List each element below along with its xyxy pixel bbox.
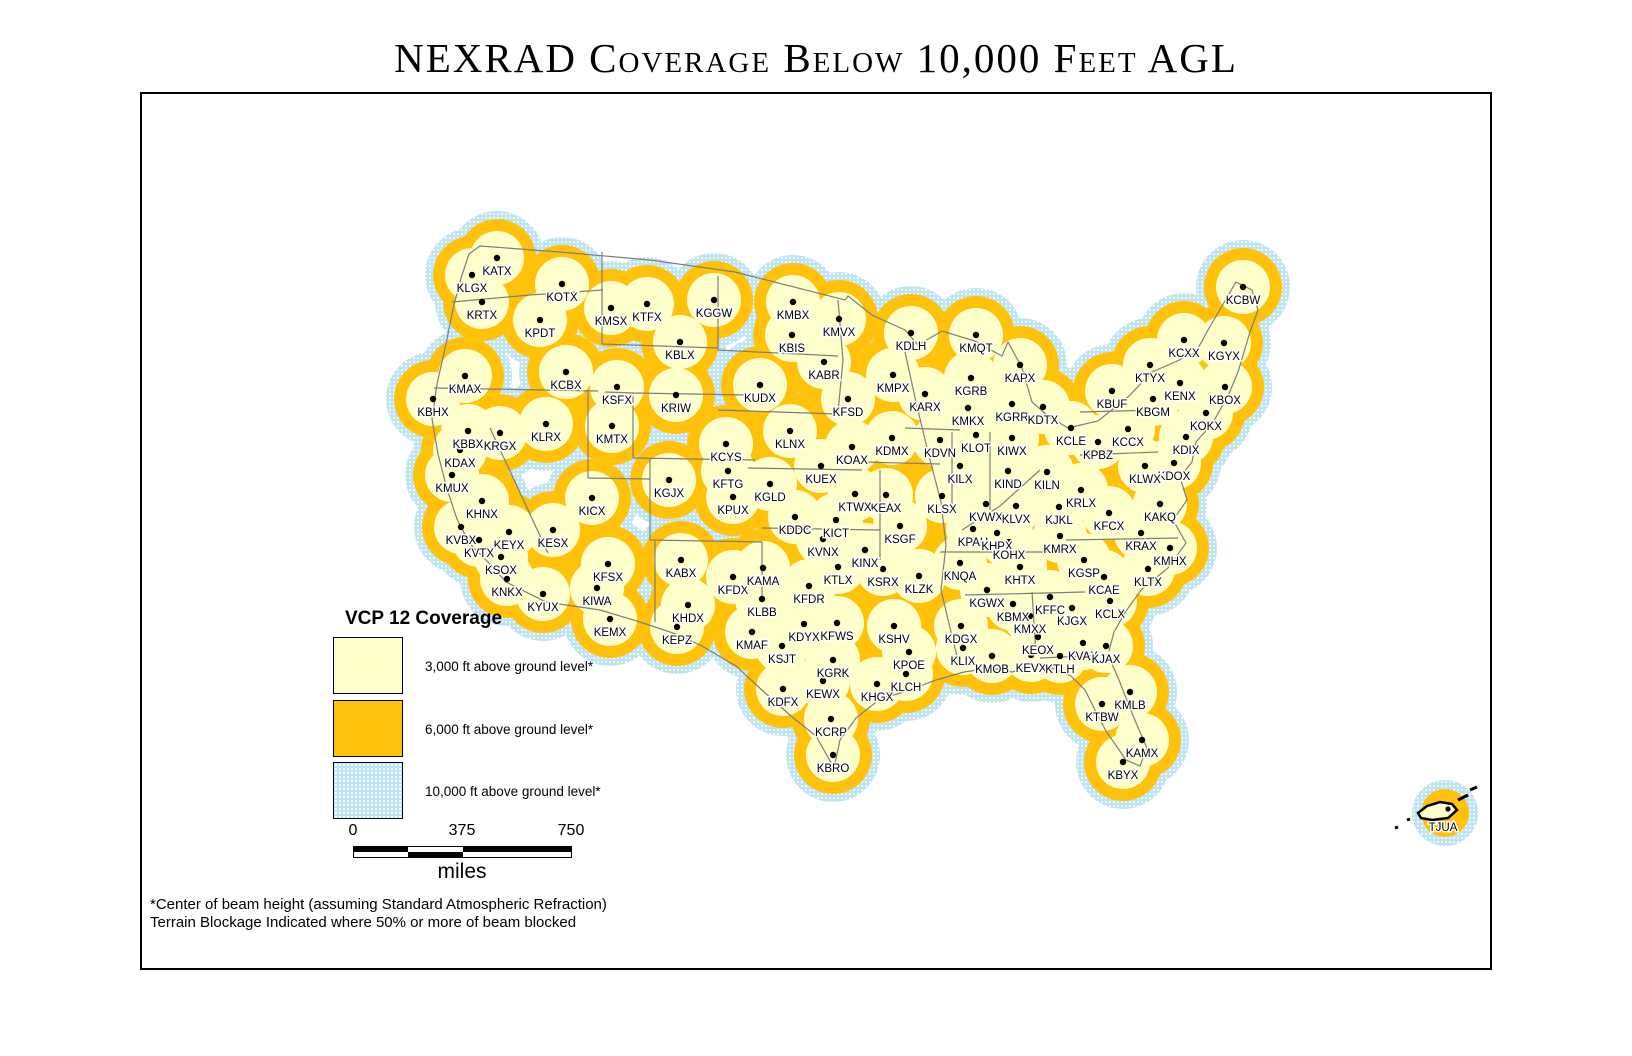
station-label-KMQT: KMQT [959,343,993,355]
station-label-KAMX: KAMX [1125,748,1159,760]
station-dot-KCCX [1125,426,1131,432]
station-label-KUDX: KUDX [744,393,776,405]
station-dot-KPDT [537,317,543,323]
station-label-KLGX: KLGX [456,283,488,295]
station-label-KCAE: KCAE [1088,585,1120,597]
puerto-rico-inset [1395,780,1478,846]
station-label-KMOB: KMOB [975,664,1009,676]
station-label-KBUF: KBUF [1096,399,1128,411]
scale-segment [463,852,572,857]
station-dot-KMPX [890,372,896,378]
station-dot-KBBX [465,428,471,434]
station-label-KSOX: KSOX [485,565,517,577]
station-label-KMHX: KMHX [1153,556,1187,568]
scale-bar-row-bottom [354,852,571,857]
station-label-KPUX: KPUX [717,505,749,517]
station-label-KMAF: KMAF [736,640,768,652]
station-dot-KTBW [1099,701,1105,707]
station-dot-KDVN [937,437,943,443]
scale-segment [408,852,462,857]
station-dot-KRAX [1138,530,1144,536]
station-label-KOKX: KOKX [1190,421,1222,433]
station-dot-KGRK [830,657,836,663]
station-dot-KLRX [543,421,549,427]
station-dot-KSOX [498,554,504,560]
station-label-KIWA: KIWA [582,596,612,608]
station-dot-KSGF [897,523,903,529]
station-label-KLBB: KLBB [747,607,777,619]
station-label-KEMX: KEMX [593,627,627,639]
station-label-KVBX: KVBX [445,535,477,547]
station-label-KTLX: KTLX [823,575,853,587]
legend-label-3000ft: 3,000 ft above ground level* [425,659,594,674]
station-dot-KOKX [1203,410,1209,416]
station-label-KABR: KABR [808,370,840,382]
station-label-KFFC: KFFC [1034,605,1066,617]
station-label-KDFX: KDFX [767,697,799,709]
station-dot-KAPX [1017,362,1023,368]
station-dot-KRIW [673,392,679,398]
station-dot-KMOB [989,653,995,659]
page-title: NEXRAD Coverage Below 10,000 Feet AGL [394,35,1238,81]
station-label-KJGX: KJGX [1056,616,1088,628]
station-label-KBRO: KBRO [816,763,850,775]
station-label-KICX: KICX [578,506,606,518]
station-label-KGGW: KGGW [695,308,733,320]
station-dot-KMRX [1057,533,1063,539]
station-dot-KESX [550,527,556,533]
station-label-KDAX: KDAX [444,458,476,470]
scale-tick-750: 750 [557,822,585,839]
station-dot-KVWX [983,501,989,507]
station-dot-KIND [1005,468,1011,474]
station-dot-KLTX [1145,566,1151,572]
station-label-KRGX: KRGX [483,441,517,453]
station-label-KYUX: KYUX [527,602,559,614]
station-label-KBHX: KBHX [417,407,449,419]
station-dot-KNQA [957,560,963,566]
station-label-KLVX: KLVX [1001,514,1031,526]
station-label-KPDT: KPDT [524,328,556,340]
station-label-KDLH: KDLH [895,341,927,353]
station-dot-KHGX [874,681,880,687]
station-label-KSHV: KSHV [878,634,910,646]
station-dot-KRLX [1078,487,1084,493]
station-dot-KTWX [852,491,858,497]
station-label-KEYX: KEYX [493,540,525,552]
footnote-line-1: *Center of beam height (assuming Standard Atmospheric Refraction) [150,896,607,913]
station-dot-KDDC [792,514,798,520]
station-dot-KOAX [849,444,855,450]
station-dot-KMUX [449,472,455,478]
station-label-KCBX: KCBX [550,380,582,392]
station-label-KRTX: KRTX [466,310,498,322]
station-label-KGSP: KGSP [1068,568,1100,580]
station-dot-KBRO [830,752,836,758]
station-dot-KABR [821,359,827,365]
station-label-KFDR: KFDR [793,594,825,606]
station-dot-KMQT [973,332,979,338]
station-dot-KYUX [540,591,546,597]
station-label-KGJX: KGJX [653,488,685,500]
station-label-KOAX: KOAX [836,455,868,467]
station-label-KNQA: KNQA [943,571,977,583]
station-dot-KJAX [1103,643,1109,649]
station-label-KBMX: KBMX [996,612,1030,624]
station-label-KDIX: KDIX [1172,445,1200,457]
station-dot-KLOT [973,432,979,438]
station-label-KRIW: KRIW [660,403,692,415]
station-label-KARX: KARX [909,402,941,414]
station-dot-KMAF [749,629,755,635]
station-label-KMBX: KMBX [776,310,810,322]
station-dot-KRTX [479,299,485,305]
station-label-KFSX: KFSX [592,572,624,584]
station-dot-KDTX [1040,404,1046,410]
station-label-KHDX: KHDX [672,613,704,625]
station-label-KGYX: KGYX [1208,351,1240,363]
legend-swatch-3000ft [333,637,403,694]
station-label-KGWX: KGWX [969,598,1005,610]
station-dot-KTFX [644,301,650,307]
station-label-KCRP: KCRP [815,727,847,739]
station-dot-KLSX [939,493,945,499]
station-dot-KVBX [458,524,464,530]
station-label-KINX: KINX [851,558,879,570]
station-label-KEOX: KEOX [1022,645,1054,657]
station-label-KGLD: KGLD [754,492,786,504]
station-dot-KBLX [677,339,683,345]
station-label-KBGM: KBGM [1136,407,1170,419]
station-label-KNKX: KNKX [491,587,523,599]
station-dot-KINX [862,547,868,553]
station-dot-KLZK [916,573,922,579]
station-label-KJAX: KJAX [1091,654,1121,666]
station-dot-KFTG [725,468,731,474]
footnote-line-2: Terrain Blockage Indicated where 50% or more of beam blocked [150,914,577,931]
station-label-KMAX: KMAX [448,384,482,396]
station-dot-KRGX [497,430,503,436]
station-dot-KJKL [1056,504,1062,510]
station-label-KUEX: KUEX [805,474,837,486]
station-label-KCBW: KCBW [1225,295,1261,307]
station-label-KMSX: KMSX [594,316,628,328]
station-label-KSJT: KSJT [767,654,797,666]
station-label-KMLB: KMLB [1114,700,1146,712]
station-dot-KTLH [1057,653,1063,659]
station-label-KDGX: KDGX [944,634,978,646]
station-label-KPAH: KPAH [957,537,989,549]
station-label-KTBW: KTBW [1085,712,1119,724]
station-label-KDVN: KDVN [924,448,956,460]
station-dot-KFDX [730,574,736,580]
station-dot-KAMX [1139,737,1145,743]
station-dot-KHTX [1017,564,1023,570]
station-label-KSGF: KSGF [884,534,916,546]
station-label-KGRR: KGRR [995,412,1029,424]
station-label-KCLX: KCLX [1094,609,1126,621]
station-dot-KAKQ [1157,501,1163,507]
station-dot-KFWS [834,620,840,626]
scale-bar [353,846,572,858]
station-dot-KEAX [883,492,889,498]
station-dot-KGGW [711,297,717,303]
station-dot-KTYX [1147,362,1153,368]
station-dot-KARX [922,391,928,397]
station-dot-KPBZ [1095,439,1101,445]
scale-unit-label: miles [437,860,487,883]
station-dot-KMAX [462,373,468,379]
station-label-KTYX: KTYX [1134,373,1166,385]
station-label-KILX: KILX [947,474,973,486]
station-dot-KSJT [779,643,785,649]
station-label-KFTG: KFTG [712,479,744,491]
station-dot-KDMX [889,435,895,441]
scale-tick-375: 375 [448,822,476,839]
station-label-KTLH: KTLH [1045,664,1075,676]
station-label-KVNX: KVNX [807,547,839,559]
station-dot-TJUA [1445,806,1450,811]
station-dot-KDYX [801,621,807,627]
station-dot-KGJX [666,477,672,483]
scale-segment [354,852,408,857]
station-dot-KGRB [968,375,974,381]
station-dot-KDIX [1183,434,1189,440]
station-label-KMVX: KMVX [822,327,856,339]
station-label-KLIX: KLIX [950,656,976,668]
station-label-KVTX: KVTX [463,548,495,560]
station-label-KDDC: KDDC [778,525,812,537]
station-dot-KFSX [605,561,611,567]
station-label-TJUA: TJUA [1428,822,1458,834]
station-label-KLNX: KLNX [774,439,806,451]
station-label-KDMX: KDMX [875,446,909,458]
station-label-KMPX: KMPX [876,383,910,395]
station-label-KLSX: KLSX [927,504,957,516]
station-label-KEAX: KEAX [870,503,902,515]
station-label-KFWS: KFWS [820,631,854,643]
station-label-KCLE: KCLE [1055,436,1087,448]
station-label-KJKL: KJKL [1045,515,1073,527]
station-dot-KBOX [1222,384,1228,390]
station-label-KENX: KENX [1164,391,1196,403]
station-label-KCCX: KCCX [1112,437,1144,449]
station-dot-KGLD [767,481,773,487]
scale-tick-0: 0 [348,822,358,839]
station-label-KBOX: KBOX [1209,395,1241,407]
station-label-KOTX: KOTX [546,292,578,304]
station-label-KTWX: KTWX [838,502,872,514]
station-label-KLWX: KLWX [1129,474,1161,486]
station-dot-KOTX [559,281,565,287]
station-label-KABX: KABX [665,568,697,580]
station-dot-KHNX [479,498,485,504]
station-dot-KAMA [760,565,766,571]
station-label-KBIS: KBIS [778,343,806,355]
station-label-KCXX: KCXX [1168,348,1200,360]
station-dot-KLNX [787,428,793,434]
station-label-KFCX: KFCX [1093,521,1125,533]
station-dot-KCLE [1068,425,1074,431]
station-dot-KFCX [1106,510,1112,516]
station-label-KIND: KIND [994,479,1022,491]
station-dot-KILX [957,463,963,469]
station-label-KAKQ: KAKQ [1144,512,1176,524]
station-label-KRLX: KRLX [1065,498,1097,510]
station-dot-KCLX [1107,598,1113,604]
station-label-KHGX: KHGX [860,692,894,704]
station-dot-KPUX [730,494,736,500]
station-label-KMTX: KMTX [596,434,628,446]
station-label-KDOX: KDOX [1157,471,1191,483]
station-label-KEPZ: KEPZ [661,635,693,647]
station-label-KFDX: KFDX [717,585,749,597]
station-label-KMKX: KMKX [951,416,985,428]
station-label-KTFX: KTFX [632,312,662,324]
station-label-KLCH: KLCH [890,682,922,694]
station-dot-KUDX [757,382,763,388]
station-label-KHNX: KHNX [466,509,498,521]
station-dot-KFSD [845,396,851,402]
station-label-KESX: KESX [537,538,569,550]
station-label-KILN: KILN [1034,480,1060,492]
station-dot-KBHX [430,396,436,402]
station-dot-KSRX [880,566,886,572]
station-dot-KVAX [1080,640,1086,646]
station-dot-KGSP [1081,557,1087,563]
station-label-KVAX: KVAX [1068,651,1098,663]
station-label-KAMA: KAMA [746,576,780,588]
station-dot-KPOE [906,649,912,655]
station-label-KDTX: KDTX [1027,415,1059,427]
legend-swatch-10000ft [333,762,403,819]
station-dot-KLGX [469,272,475,278]
station-label-KVWX: KVWX [969,512,1003,524]
station-dot-KVTX [476,537,482,543]
station-label-KMXX: KMXX [1013,624,1047,636]
station-dot-KGYX [1221,340,1227,346]
station-label-KBBX: KBBX [452,439,484,451]
station-dot-KCRP [828,716,834,722]
station-dot-KFFC [1047,594,1053,600]
station-label-KCYS: KCYS [710,452,742,464]
station-dot-KCAE [1101,574,1107,580]
station-dot-KDOX [1171,460,1177,466]
station-dot-KJGX [1069,605,1075,611]
station-dot-KMSX [608,305,614,311]
station-label-KLTX: KLTX [1134,577,1162,589]
station-label-KHPX: KHPX [981,541,1013,553]
station-label-KIWX: KIWX [997,446,1027,458]
legend-swatch-6000ft [333,700,403,757]
station-label-KLOT: KLOT [960,443,992,455]
station-label-KBLX: KBLX [665,350,695,362]
station-label-KMRX: KMRX [1043,544,1077,556]
station-dot-KLBB [759,596,765,602]
station-dot-KDGX [958,623,964,629]
station-label-KEWX: KEWX [806,689,840,701]
station-label-KFSD: KFSD [832,407,864,419]
station-dot-KCBW [1240,284,1246,290]
station-label-KAPX: KAPX [1004,373,1036,385]
station-label-KPBZ: KPBZ [1082,450,1114,462]
station-dot-KMTX [609,423,615,429]
station-dot-KDLH [908,330,914,336]
station-dot-KIWA [594,585,600,591]
station-dot-KCBX [563,369,569,375]
station-dot-KHPX [994,530,1000,536]
station-dot-KCXX [1181,337,1187,343]
station-label-KMUX: KMUX [435,483,469,495]
station-dot-KTLX [835,564,841,570]
station-label-KLZK: KLZK [904,584,934,596]
station-dot-KATX [494,255,500,261]
station-dot-KSHV [891,623,897,629]
station-dot-KBIS [789,332,795,338]
station-dot-KLVX [1013,503,1019,509]
station-label-KRAX: KRAX [1125,541,1157,553]
station-dot-KABX [678,557,684,563]
station-dot-KMHX [1167,545,1173,551]
station-dot-KMLB [1127,689,1133,695]
station-label-KATX: KATX [482,266,512,278]
station-dot-KLWX [1142,463,1148,469]
station-dot-KILN [1044,469,1050,475]
station-label-KLRX: KLRX [530,432,562,444]
station-dot-KMVX [836,316,842,322]
station-label-KGRB: KGRB [954,386,988,398]
legend-label-6000ft: 6,000 ft above ground level* [425,722,594,737]
station-label-KDYX: KDYX [788,632,820,644]
station-dot-KICX [589,495,595,501]
legend-title: VCP 12 Coverage [345,608,503,629]
station-label-KBYX: KBYX [1107,770,1139,782]
station-dot-KBMX [1010,601,1016,607]
station-dot-KBGM [1150,396,1156,402]
station-dot-KBUF [1109,388,1115,394]
station-dot-KGWX [984,587,990,593]
station-dot-KENX [1177,380,1183,386]
station-label-KEVX: KEVX [1015,663,1047,675]
station-dot-KEMX [607,616,613,622]
station-dot-KGRR [1009,401,1015,407]
station-label-KGRK: KGRK [816,668,850,680]
station-label-KHTX: KHTX [1004,575,1036,587]
station-dot-KFDR [806,583,812,589]
station-dot-KUEX [818,463,824,469]
station-label-KOHX: KOHX [992,550,1026,562]
station-dot-KMKX [965,405,971,411]
station-dot-KCYS [723,441,729,447]
station-dot-KIWX [1009,435,1015,441]
station-label-KSRX: KSRX [867,577,899,589]
station-dot-KDFX [780,686,786,692]
station-dot-KSFX [614,384,620,390]
station-label-KPOE: KPOE [893,660,925,672]
station-dot-KEYX [506,529,512,535]
station-dot-KHDX [685,602,691,608]
station-label-KICT: KICT [822,528,850,540]
station-dot-KICT [833,517,839,523]
station-dot-KMBX [790,299,796,305]
station-dot-KPAH [970,526,976,532]
legend-label-10000ft: 10,000 ft above ground level* [425,784,601,799]
station-label-KSFX: KSFX [601,395,633,407]
